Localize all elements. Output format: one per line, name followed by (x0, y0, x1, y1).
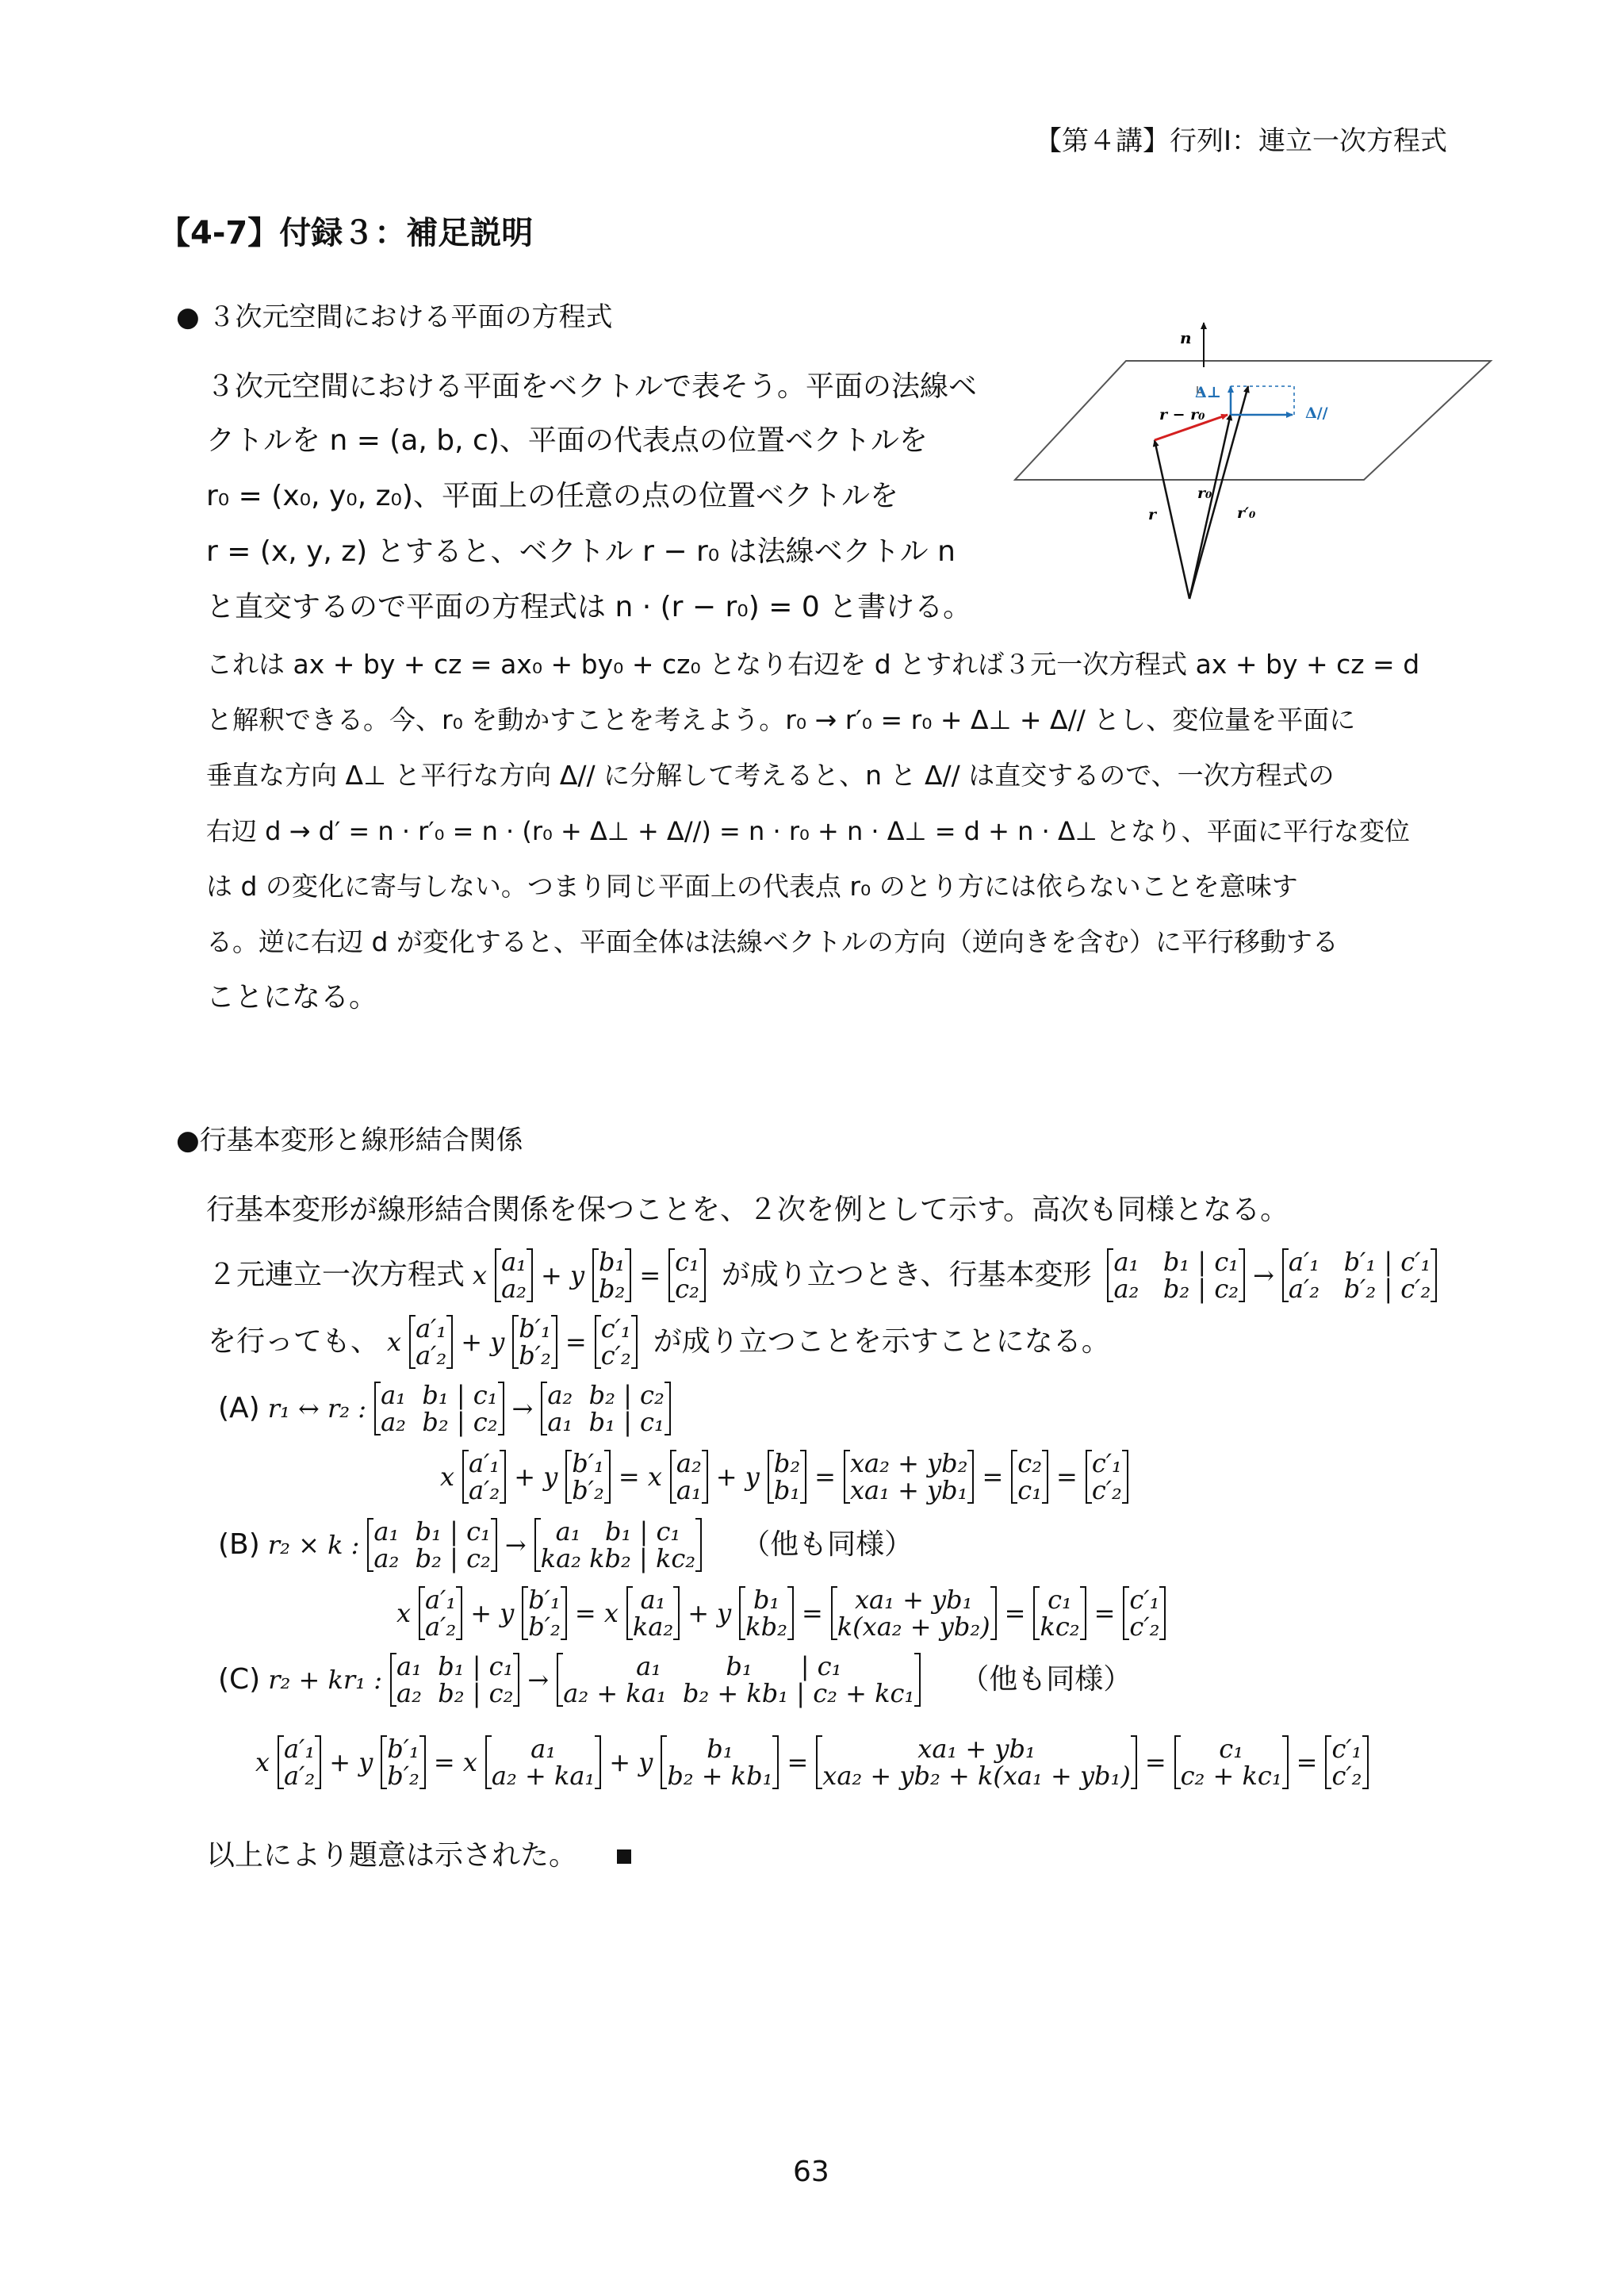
plane-line-7: と解釈できる。今、r₀ を動かすことを考えよう。r₀ → r′₀ = r₀ + Δ⊥ + Δ// とし、変位量を平面に (206, 704, 1356, 735)
label-delta-perp: Δ⊥ (1195, 384, 1221, 401)
plane-line-6: これは ax + by + cz = ax₀ + by₀ + cz₀ となり右辺を d とすれば３元一次方程式 ax + by + cz = d (206, 649, 1420, 680)
label-r0: r₀ (1197, 485, 1212, 502)
plane-line-9: 右辺 d → d′ = n · r′₀ = n · (r₀ + Δ⊥ + Δ//) = n · r₀ + n · Δ⊥ = d + n · Δ⊥ となり、平面に平行な変位 (206, 816, 1410, 846)
case-b-derivation: x a′₁ a′₂ + y b′₁ b′₂ = x a₁ ka₂ + y b₁ kb₂ = xa₁ + yb₁ k(xa₂ + yb₂) = c₁ kc₂ = c′₁ c′₂ (396, 1581, 1166, 1645)
rowops-equation-line-1: ２元連立一次方程式 x a₁ a₂ + y b₁ b₂ = c₁ c₂ が成り立つとき、行基本変形 a₁ b₁ | c₁ a₂ b₂ | c₂ → a′₁ b′₁ | c′₁ a′₂ b′₂ | c′₂ (208, 1244, 1437, 1307)
case-c-derivation: x a′₁ a′₂ + y b′₁ b′₂ = x a₁ a₂ + ka₁ + y b₁ b₂ + kb₁ = xa₁ + yb₁ xa₂ + yb₂ + k(xa₁ + yb₁) = c₁ c₂ + kc₁ = c′₁ c′₂ (255, 1731, 1369, 1794)
case-c-label: (C) (218, 1663, 261, 1696)
plane-line-4: r = (x, y, z) とすると、ベクトル r − r₀ は法線ベクトル n (206, 535, 956, 568)
plane-line-11: る。逆に右辺 d が変化すると、平面全体は法線ベクトルの方向（逆向きを含む）に平行移動する (206, 926, 1339, 957)
case-a-derivation: x a′₁ a′₂ + y b′₁ b′₂ = x a₂ a₁ + y b₂ b₁ = xa₂ + yb₂ xa₁ + yb₁ = c₂ c₁ = c′₁ c′₂ (440, 1445, 1128, 1508)
conclusion-line (206, 1839, 631, 1872)
plane-line-2: クトルを n = (a, b, c)、平面の代表点の位置ベクトルを (206, 424, 928, 457)
vector-r (1155, 440, 1189, 599)
case-a-op: r₁ ↔ r₂ : (267, 1393, 367, 1424)
plane-line-5: と直交するので平面の方程式は n · (r − r₀) = 0 と書ける。 (206, 591, 972, 623)
case-b-label: (B) (218, 1528, 260, 1561)
qed-square-icon (617, 1849, 631, 1864)
page-header: 【第４講】行列Ⅰ：連立一次方程式 (1035, 125, 1448, 157)
case-a-label: (A) (218, 1392, 260, 1424)
label-r-minus-r0: r − r₀ (1159, 406, 1205, 424)
plane-line-1: ３次元空間における平面をベクトルで表そう。平面の法線ベ (206, 370, 978, 403)
line1-prefix: ２元連立一次方程式 (208, 1259, 465, 1291)
page-number: 63 (793, 2156, 829, 2188)
rowops-bullet-heading: ●行基本変形と線形結合関係 (176, 1125, 523, 1156)
rowops-intro: 行基本変形が線形結合関係を保つことを、２次を例として示す。高次も同様となる。 (206, 1194, 1289, 1226)
label-r: r (1148, 506, 1157, 523)
line1-mid: が成り立つとき、行基本変形 (721, 1259, 1092, 1291)
line2-prefix: を行っても、 (208, 1325, 380, 1358)
case-c-note: （他も同様） (960, 1663, 1132, 1696)
case-c-op: r₂ + kr₁ : (268, 1665, 382, 1695)
case-b-operation: (B) r₂ × k : a₁ b₁ | c₁ a₂ b₂ | c₂ → a₁ b₁ | c₁ ka₂ kb₂ | kc₂ （他も同様） (218, 1516, 914, 1573)
plane-parallelogram (1015, 361, 1491, 480)
rowops-equation-line-2: を行っても、 x a′₁ a′₂ + y b′₁ b′₂ = c′₁ c′₂ が成り立つことを示すことになる。 (208, 1313, 1110, 1370)
plane-vector-figure (1007, 313, 1507, 607)
plane-line-8: 垂直な方向 Δ⊥ と平行な方向 Δ// に分解して考えると、n と Δ// は直交するので、一次方程式の (206, 760, 1335, 791)
case-b-op: r₂ × k : (267, 1530, 360, 1560)
label-n: n (1180, 328, 1192, 347)
label-delta-par: Δ// (1305, 404, 1328, 422)
plane-bullet-heading: ● ３次元空間における平面の方程式 (176, 301, 613, 333)
plane-line-10: は d の変化に寄与しない。つまり同じ平面上の代表点 r₀ のとり方には依らないことを意味す (206, 871, 1298, 902)
case-a-operation: (A) r₁ ↔ r₂ : a₁ b₁ | c₁ a₂ b₂ | c₂ → a₂ b₂ | c₂ a₁ b₁ | c₁ (218, 1378, 671, 1439)
case-b-note: （他も同様） (741, 1528, 914, 1561)
case-c-operation: (C) r₂ + kr₁ : a₁ b₁ | c₁ a₂ b₂ | c₂ → a₁ b₁ | c₁ a₂ + ka₁ b₂ + kb₁ | c₂ + kc₁ （他も同様） (218, 1651, 1132, 1708)
plane-line-3: r₀ = (x₀, y₀, z₀)、平面上の任意の点の位置ベクトルを (206, 480, 898, 512)
line2-suffix: が成り立つことを示すことになる。 (653, 1325, 1110, 1358)
section-title: 【4-7】付録３：補足説明 (159, 215, 534, 251)
conclusion-text: 以上により題意は示された。 (206, 1839, 578, 1872)
label-r0-prime: r′₀ (1237, 504, 1256, 522)
vector-r0 (1189, 414, 1231, 599)
plane-line-12: ことになる。 (206, 981, 378, 1014)
